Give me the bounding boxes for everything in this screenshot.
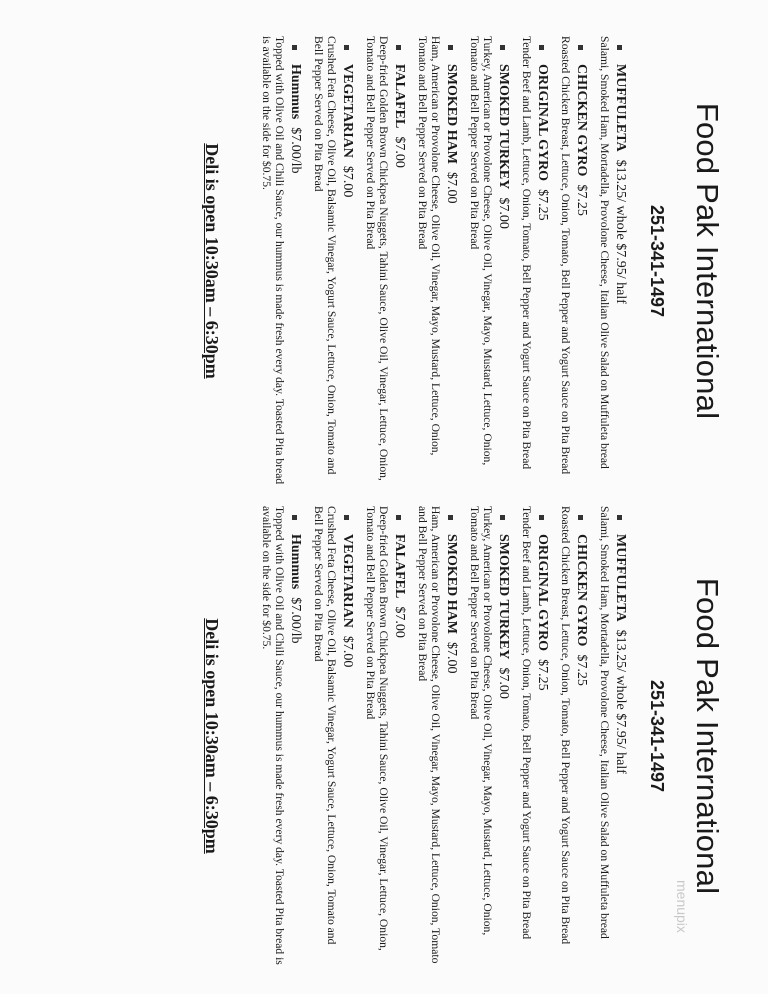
- menu-item-name: SMOKED TURKEY: [496, 64, 511, 190]
- menu-item-description: Turkey, American or Provolone Cheese, Olive Oil, Vinegar, Mayo, Mustard, Lettuce, Onion, Tomato and Bell Pepper Served on Pita Bread: [468, 36, 494, 466]
- menu-item-description: Ham, American or Provolone Cheese, Olive Oil, Vinegar, Mayo, Mustard, Lettuce, Onion, Tomato and Bell Pepper Served on Pita Bread: [416, 36, 442, 456]
- menu-item: [260, 36, 303, 486]
- menu-item-description: Salami, Smoked Ham, Mortadella, Provolone Cheese, Italian Olive Salad on Muffuleta bread: [598, 36, 611, 469]
- menu-item-name: Hummus: [288, 64, 303, 120]
- bullet-icon: [618, 515, 623, 520]
- menu-item-header: [612, 36, 628, 486]
- menu-item-header: [612, 506, 628, 966]
- menu-item-header: [573, 36, 589, 486]
- menu-item-price: $13.25/ whole $7.95/ half: [613, 629, 628, 774]
- menu-item-price: $7.00: [444, 641, 459, 674]
- menu-item-name: VEGETARIAN: [340, 534, 355, 628]
- menu-item-description: Roasted Chicken Breast, Lettuce, Onion, Tomato, Bell Pepper and Yogurt Sauce on Pita Bread: [559, 506, 572, 945]
- menu-item-header: [391, 36, 407, 486]
- menu-item: [559, 36, 589, 486]
- phone-number: 251-341-1497: [647, 679, 667, 793]
- deli-hours: Deli is open 10:30am – 6:30pm: [202, 618, 222, 854]
- restaurant-title: Food Pak International: [690, 102, 725, 420]
- bullet-icon: [579, 515, 584, 520]
- menu-item-header: [287, 506, 303, 966]
- menu-item: [520, 36, 550, 486]
- menu-item-price: $13.25/ whole $7.95/ half: [613, 159, 628, 304]
- menu-item-name: SMOKED HAM: [444, 534, 459, 634]
- menu-item-header: [495, 36, 511, 486]
- menu-item-price: $7.00: [340, 635, 355, 668]
- menu-item-description: Topped with Olive Oil and Chili Sauce, our hummus is made fresh every day. Toasted Pita bread is available on the side for $0.75.: [260, 36, 286, 485]
- menu-item-name: ORIGINAL GYRO: [535, 64, 550, 182]
- menu-item: [364, 36, 407, 486]
- menu-item-header: [534, 36, 550, 486]
- bullet-icon: [397, 515, 402, 520]
- menu-item: [468, 36, 511, 486]
- menu-item-description: Topped with Olive Oil and Chili Sauce, our hummus is made fresh every day. Toasted Pita bread is available on the side for $0.75.: [260, 506, 286, 965]
- menu-item-header: [443, 36, 459, 486]
- menu-item-header: [534, 506, 550, 966]
- menu-item: [312, 506, 355, 966]
- menu-item: [260, 506, 303, 966]
- deli-hours: Deli is open 10:30am – 6:30pm: [202, 143, 222, 379]
- bullet-icon: [397, 45, 402, 50]
- bullet-icon: [449, 515, 454, 520]
- menu-item: [416, 506, 459, 966]
- menu-item-header: [443, 506, 459, 966]
- menu-item-price: $7.00: [392, 136, 407, 168]
- menu-item-name: VEGETARIAN: [340, 64, 355, 158]
- menu-item-header: [573, 506, 589, 966]
- bullet-icon: [345, 515, 350, 520]
- menu-items: [260, 506, 628, 966]
- menu-item-name: FALAFEL: [392, 534, 407, 599]
- menu-item-description: Ham, American or Provolone Cheese, Olive Oil, Vinegar, Mayo, Mustard, Lettuce, Onion, Tomato and Bell Pepper Served on Pita Bread: [416, 506, 442, 964]
- menu-copy-bottom: [87, 506, 727, 966]
- bullet-icon: [293, 515, 298, 520]
- menu-item-name: MUFFULETA: [613, 64, 628, 152]
- bullet-icon: [540, 45, 545, 50]
- menu-item-header: [287, 36, 303, 486]
- menu-item-price: $7.25: [535, 659, 550, 691]
- bullet-icon: [579, 45, 584, 50]
- menu-item-description: Salami, Smoked Ham, Mortadella, Provolone Cheese, Italian Olive Salad on Muffuleta bread: [598, 506, 611, 939]
- menu-item: [598, 36, 628, 486]
- menu-item: [312, 36, 355, 486]
- menu-item-description: Deep-fried Golden Brown Chickpea Nuggets, Tahini Sauce, Olive Oil, Vinegar, Lettuce, Onion, Tomato and Bell Pepper Served on Pita Bread: [364, 36, 390, 481]
- menu-item-price: $7.00: [340, 165, 355, 198]
- menu-item: [598, 506, 628, 966]
- menu-items: [260, 36, 628, 486]
- menu-item-description: Crushed Feta Cheese, Olive Oil, Balsamic Vinegar, Yogurt Sauce, Lettuce, Onion, Tomato and Bell Pepper Served on Pita Bread: [312, 36, 338, 475]
- bullet-icon: [345, 45, 350, 50]
- menu-item-description: Deep-fried Golden Brown Chickpea Nuggets, Tahini Sauce, Olive Oil, Vinegar, Lettuce, Onion, Tomato and Bell Pepper Served on Pita Bread: [364, 506, 390, 951]
- menu-item-price: $7.25: [535, 189, 550, 221]
- bullet-icon: [618, 45, 623, 50]
- bullet-icon: [501, 45, 506, 50]
- menu-item: [559, 506, 589, 966]
- phone-number: 251-341-1497: [647, 204, 667, 318]
- menu-item: [364, 506, 407, 966]
- bullet-icon: [293, 45, 298, 50]
- watermark: menupix: [674, 880, 690, 933]
- menu-item-name: SMOKED HAM: [444, 64, 459, 164]
- bullet-icon: [501, 515, 506, 520]
- menu-item-name: ORIGINAL GYRO: [535, 534, 550, 652]
- menu-item-description: Turkey, American or Provolone Cheese, Olive Oil, Vinegar, Mayo, Mustard, Lettuce, Onion, Tomato and Bell Pepper Served on Pita Bread: [468, 506, 494, 936]
- menu-item-price: $7.00: [496, 667, 511, 699]
- menu-item-price: $7.00/lb: [288, 597, 303, 644]
- menu-item-name: MUFFULETA: [613, 534, 628, 622]
- menu-item: [468, 506, 511, 966]
- menu-item-price: $7.00: [444, 171, 459, 204]
- menu-item-price: $7.25: [574, 184, 589, 216]
- bullet-icon: [540, 515, 545, 520]
- restaurant-title: Food Pak International: [690, 577, 725, 895]
- menu-item-price: $7.25: [574, 654, 589, 686]
- menu-item-price: $7.00: [392, 606, 407, 638]
- menu-item-description: Roasted Chicken Breast, Lettuce, Onion, Tomato, Bell Pepper and Yogurt Sauce on Pita Bread: [559, 36, 572, 475]
- menu-item-description: Tender Beef and Lamb, Lettuce, Onion, Tomato, Bell Pepper and Yogurt Sauce on Pita Bread: [520, 36, 533, 470]
- menu-copy-top: [87, 36, 727, 486]
- menu-item-name: CHICKEN GYRO: [574, 64, 589, 177]
- menu-item-name: SMOKED TURKEY: [496, 534, 511, 660]
- menu-item-header: [339, 36, 355, 486]
- menu-item: [416, 36, 459, 486]
- menu-item-name: FALAFEL: [392, 64, 407, 129]
- menu-item-header: [391, 506, 407, 966]
- menu-item-name: CHICKEN GYRO: [574, 534, 589, 647]
- menu-item-header: [339, 506, 355, 966]
- bullet-icon: [449, 45, 454, 50]
- menu-item-name: Hummus: [288, 534, 303, 590]
- menu-item-price: $7.00: [496, 197, 511, 229]
- menu-item-header: [495, 506, 511, 966]
- menu-item: [520, 506, 550, 966]
- menu-item-description: Tender Beef and Lamb, Lettuce, Onion, Tomato, Bell Pepper and Yogurt Sauce on Pita Bread: [520, 506, 533, 940]
- menu-item-price: $7.00/lb: [288, 127, 303, 174]
- menu-item-description: Crushed Feta Cheese, Olive Oil, Balsamic Vinegar, Yogurt Sauce, Lettuce, Onion, Tomato and Bell Pepper Served on Pita Bread: [312, 506, 338, 945]
